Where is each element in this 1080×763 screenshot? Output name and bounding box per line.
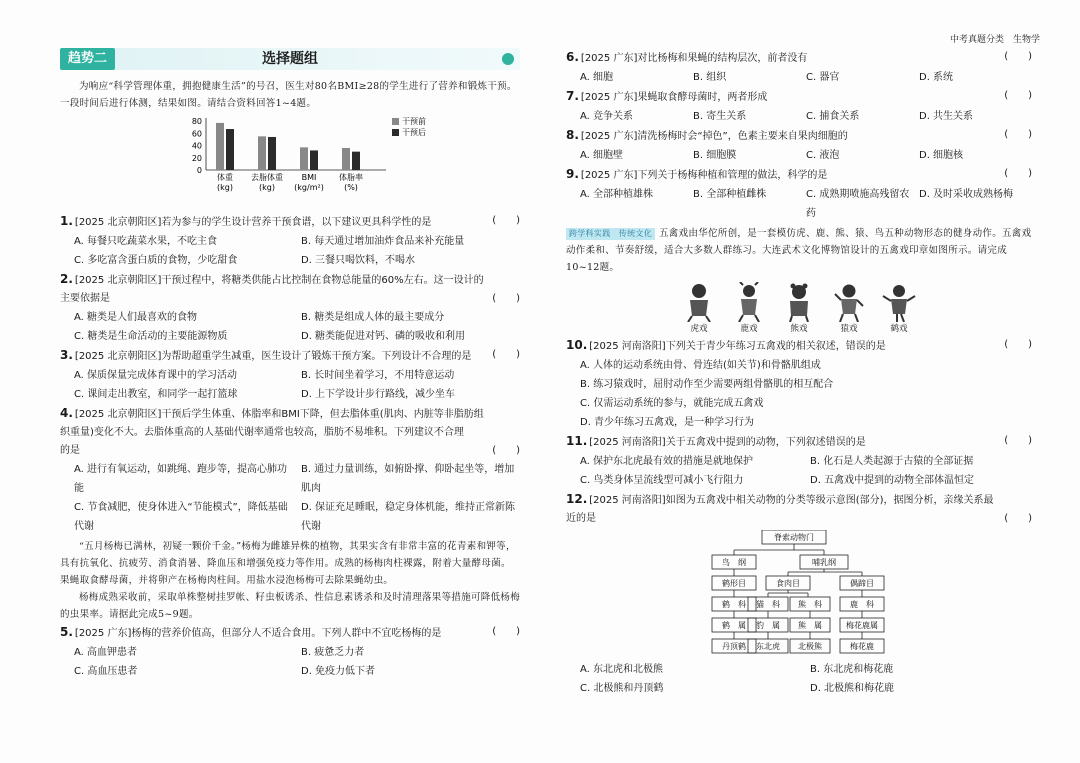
figure-monkey xyxy=(832,282,866,334)
option-b: B. 长时间坐着学习，不用特意运动 xyxy=(301,370,455,381)
question-9 xyxy=(566,165,1032,223)
section-tag: 趋势二 xyxy=(60,48,115,70)
x-tick-label: 体脂率 xyxy=(339,173,363,182)
option-b: B. 每天通过增加油炸食品来补充能量 xyxy=(301,236,465,247)
option-a: A. 东北虎和北极熊 xyxy=(580,664,664,675)
question-text: [2025 河南洛阳]关于五禽戏中提到的动物，下列叙述错误的是 xyxy=(589,437,866,448)
question-text: 的是 xyxy=(60,445,80,456)
tree-class: 哺乳纲 xyxy=(812,558,836,567)
section-dot-icon xyxy=(502,53,514,65)
question-text: [2025 河南洛阳]下列关于青少年练习五禽戏的相关叙述，错误的是 xyxy=(589,341,886,352)
answer-paren: ( ) xyxy=(1004,51,1032,62)
question-number: 7. xyxy=(566,89,579,103)
question-text: [2025 广东]清洗杨梅时会“掉色”，色素主要来自果肉细胞的 xyxy=(580,131,848,142)
question-text: [2025 河南洛阳]如图为五禽戏中相关动物的分类等级示意图(部分)，据图分析，亲缘关系最 xyxy=(589,495,994,506)
tree-genus: 豹 属 xyxy=(756,621,780,630)
option-d: D. 青少年练习五禽戏，是一种学习行为 xyxy=(580,417,755,428)
option-b: B. 组织 xyxy=(693,72,727,83)
question-text: [2025 广东]下列关于杨梅种植和管理的做法，科学的是 xyxy=(580,170,828,181)
question-6 xyxy=(566,48,1032,87)
option-a: A. 每餐只吃蔬菜水果，不吃主食 xyxy=(74,236,218,247)
answer-paren: ( ) xyxy=(1004,513,1032,524)
question-number: 6. xyxy=(566,50,579,64)
question-text: [2025 广东]果蝇取食酵母菌时，两者形成 xyxy=(580,92,768,103)
option-d: D. 上下学设计步行路线，减少坐车 xyxy=(301,389,456,400)
figure-deer xyxy=(732,282,766,334)
left-column xyxy=(60,48,520,681)
question-number: 9. xyxy=(566,167,579,181)
section-title: 选择题组 xyxy=(262,51,318,67)
answer-paren: ( ) xyxy=(1004,168,1032,179)
option-d: D. 三餐只喝饮料，不喝水 xyxy=(301,255,416,266)
tree-family: 熊 科 xyxy=(798,600,822,609)
answer-paren: ( ) xyxy=(492,445,520,456)
tree-genus: 梅花鹿属 xyxy=(846,621,878,630)
question-text: [2025 广东]杨梅的营养价值高，但部分人不适合食用。下列人群中不宜吃杨梅的是 xyxy=(74,628,442,639)
intro-wuqinxi xyxy=(566,225,1032,276)
question-text: [2025 北京朝阳区]干预过程中，将糖类供能占比控制在食物总能量的60%左右。这一设计的 xyxy=(74,275,484,286)
question-8 xyxy=(566,126,1032,165)
legend-swatch xyxy=(392,118,399,125)
question-text: [2025 北京朝阳区]为帮助超重学生减重，医生设计了锻炼干预方案。下列设计不合理的是 xyxy=(74,351,472,362)
option-c: C. 课间走出教室，和同学一起打篮球 xyxy=(74,389,238,400)
deer-figure-icon xyxy=(732,282,766,322)
x-tick-label: (kg) xyxy=(259,183,275,192)
option-b: B. 糖类是组成人体的最主要成分 xyxy=(301,312,445,323)
tree-family: 猫 科 xyxy=(756,600,780,609)
bar-after xyxy=(268,137,276,170)
monkey-figure-icon xyxy=(832,282,866,322)
answer-paren: ( ) xyxy=(492,215,520,226)
option-b: B. 通过力量训练，如俯卧撑、仰卧起坐等，增加肌肉 xyxy=(301,464,515,494)
question-1 xyxy=(60,212,520,270)
answer-paren: ( ) xyxy=(1004,129,1032,140)
question-number: 1. xyxy=(60,214,73,228)
tree-order: 偶蹄目 xyxy=(850,579,874,588)
bar-before xyxy=(216,123,224,170)
option-c: C. 仅需运动系统的参与，就能完成五禽戏 xyxy=(580,398,764,409)
bar-chart xyxy=(60,114,520,206)
option-d: D. 五禽戏中提到的动物全部体温恒定 xyxy=(810,475,975,486)
tree-family: 鹿 科 xyxy=(850,600,874,609)
option-d: D. 细胞核 xyxy=(919,150,964,161)
question-number: 8. xyxy=(566,128,579,142)
legend-swatch xyxy=(392,129,399,136)
right-column xyxy=(566,48,1032,698)
question-text: [2025 广东]对比杨梅和果蝇的结构层次，前者没有 xyxy=(580,53,808,64)
section-header xyxy=(60,48,520,70)
option-c: C. 液泡 xyxy=(806,150,840,161)
answer-paren: ( ) xyxy=(1004,339,1032,350)
y-tick-label: 80 xyxy=(191,117,202,127)
figure-tiger xyxy=(682,282,716,334)
tree-genus: 鹤 属 xyxy=(722,621,746,630)
question-text: 织重量)变化不大。去脂体重高的人基础代谢率通常也较高，脂肪不易堆积。下列建议不合理 xyxy=(60,427,464,438)
bar-before xyxy=(300,147,308,170)
interdisciplinary-tag: 跨学科实践 传统文化 xyxy=(566,228,655,240)
figure-label: 鹤戏 xyxy=(890,324,908,334)
intro-yangmei: “五月杨梅已满林，初疑一颗价千金。”杨梅为雌雄异株的植物，其果实含有非常丰富的花青素和钾等，具有抗氧化、抗疲劳、消食消暑、降血压和增强免疫力等作用。成熟的杨梅肉柱裸露，附着大量酵母菌。果蝇取食酵母菌，并将卵产在杨梅肉柱间。用盐水浸泡杨梅可去除果蝇幼虫。 xyxy=(60,541,516,586)
option-b: B. 练习猿戏时，屈肘动作至少需要两组骨骼肌的相互配合 xyxy=(580,379,834,390)
y-tick-label: 20 xyxy=(191,153,202,163)
option-a: A. 糖类是人们最喜欢的食物 xyxy=(74,312,198,323)
option-b: B. 疲惫乏力者 xyxy=(301,647,365,658)
question-number: 11. xyxy=(566,434,588,448)
bear-figure-icon xyxy=(782,282,816,322)
classification-tree xyxy=(566,530,1032,678)
tree-order: 食肉目 xyxy=(776,579,800,588)
tree-genus: 熊 属 xyxy=(798,621,822,630)
tree-species: 北极熊 xyxy=(798,642,822,651)
right-questions xyxy=(566,48,1032,223)
intro-wuqinxi-text: 五禽戏由华佗所创，是一套模仿虎、鹿、熊、猿、鸟五种动物形态的健身动作。五禽戏动作柔和、节奏舒缓，适合大多数人群练习。大连武术文化博物馆设计的五禽戏印章如图所示。请完成10~12题。 xyxy=(566,228,1032,273)
x-tick-label: 体重 xyxy=(217,173,233,182)
option-a: A. 细胞 xyxy=(580,72,614,83)
question-number: 12. xyxy=(566,492,588,506)
option-a: A. 人体的运动系统由骨、骨连结(如关节)和骨骼肌组成 xyxy=(580,360,821,371)
x-tick-label: 去脂体重 xyxy=(251,173,283,182)
option-d: D. 糖类能促进对钙、磷的吸收和利用 xyxy=(301,331,466,342)
option-d: D. 及时采收成熟杨梅 xyxy=(919,189,1014,200)
option-c: C. 成熟期喷施高残留农药 xyxy=(806,189,910,219)
question-11 xyxy=(566,432,1032,490)
tree-species: 丹顶鹤 xyxy=(722,642,746,651)
left-questions xyxy=(60,212,520,536)
bar-after xyxy=(352,152,360,170)
option-a: A. 高血钾患者 xyxy=(74,647,138,658)
question-number: 5. xyxy=(60,625,73,639)
question-number: 2. xyxy=(60,272,73,286)
figure-bear xyxy=(782,282,816,334)
classification-tree-svg xyxy=(704,530,904,678)
option-c: C. 高血压患者 xyxy=(74,666,138,677)
wuqinxi-figures xyxy=(566,282,1032,334)
bar-before xyxy=(258,136,266,170)
option-c: C. 鸟类身体呈流线型可减小飞行阻力 xyxy=(580,475,744,486)
option-c: C. 糖类是生命活动的主要能源物质 xyxy=(74,331,228,342)
legend-label: 干预后 xyxy=(402,128,426,137)
option-a: A. 保护东北虎最有效的措施是就地保护 xyxy=(580,456,754,467)
option-d: D. 北极熊和梅花鹿 xyxy=(810,683,895,694)
tiger-figure-icon xyxy=(682,282,716,322)
crane-figure-icon xyxy=(882,282,916,322)
figure-label: 虎戏 xyxy=(690,324,708,334)
figure-crane xyxy=(882,282,916,334)
option-b: B. 细胞膜 xyxy=(693,150,737,161)
answer-paren: ( ) xyxy=(1004,435,1032,446)
question-text: [2025 北京朝阳区]若为参与的学生设计营养干预食谱，以下建议更具科学性的是 xyxy=(74,217,432,228)
question-3 xyxy=(60,346,520,404)
x-tick-label: (kg/m²) xyxy=(294,183,324,192)
tree-species: 梅花鹿 xyxy=(850,642,874,651)
page-header-right: 中考真题分类 生物学 xyxy=(949,35,1040,45)
question-number: 3. xyxy=(60,348,73,362)
tree-root: 脊索动物门 xyxy=(774,533,814,542)
bar-chart-svg xyxy=(180,114,480,206)
option-c: C. 节食减肥，使身体进入“节能模式”，降低基础代谢 xyxy=(74,502,288,532)
legend-label: 干预前 xyxy=(402,117,426,126)
question-text: 主要依据是 xyxy=(60,293,110,304)
tree-species: 东北虎 xyxy=(756,642,780,651)
answer-paren: ( ) xyxy=(492,293,520,304)
option-a: A. 全部种植雄株 xyxy=(580,189,654,200)
y-tick-label: 40 xyxy=(191,141,202,151)
question-4 xyxy=(60,404,520,536)
question-text-cont: 近的是 xyxy=(566,513,596,524)
option-a: A. 进行有氧运动，如跳绳、跑步等，提高心肺功能 xyxy=(74,464,288,494)
figure-label: 鹿戏 xyxy=(740,324,758,334)
intro-bmi: 为响应“科学管理体重，拥抱健康生活”的号召，医生对80名BMI≥28的学生进行了营养和锻炼干预。一段时间后进行体测，结果如图。请结合资料回答1~4题。 xyxy=(60,81,517,109)
question-2 xyxy=(60,270,520,346)
x-tick-label: (%) xyxy=(344,183,358,192)
option-d: D. 保证充足睡眠，稳定身体机能，维持正常新陈代谢 xyxy=(301,502,516,532)
option-c: C. 北极熊和丹顶鹤 xyxy=(580,683,664,694)
intro-yangmei-2: 杨梅成熟采收前，采取单株整树挂罗帐、籽虫板诱杀、性信息素诱杀和及时清理落果等措施可降低杨梅的虫果率。请据此完成5~9题。 xyxy=(60,592,521,620)
question-10 xyxy=(566,336,1032,432)
y-tick-label: 60 xyxy=(191,129,202,139)
option-c: C. 器官 xyxy=(806,72,840,83)
tree-order: 鹤形目 xyxy=(722,579,746,588)
x-tick-label: BMI xyxy=(301,173,317,182)
option-b: B. 东北虎和梅花鹿 xyxy=(810,664,894,675)
bar-after xyxy=(226,129,234,170)
tree-family: 鹤 科 xyxy=(722,600,746,609)
y-tick-label: 0 xyxy=(196,166,202,175)
answer-paren: ( ) xyxy=(492,349,520,360)
option-b: B. 全部种植雌株 xyxy=(693,189,767,200)
question-5 xyxy=(60,623,520,681)
option-b: B. 寄生关系 xyxy=(693,111,747,122)
option-d: D. 免疫力低下者 xyxy=(301,666,376,677)
option-d: D. 系统 xyxy=(919,72,954,83)
figure-label: 熊戏 xyxy=(790,324,808,334)
question-7 xyxy=(566,87,1032,126)
tree-class: 鸟 纲 xyxy=(722,558,746,567)
question-text: [2025 北京朝阳区]干预后学生体重、体脂率和BMI下降，但去脂体重(肌肉、内脏等非脂肪组 xyxy=(74,409,484,420)
option-c: C. 多吃富含蛋白质的食物，少吃甜食 xyxy=(74,255,238,266)
question-number: 10. xyxy=(566,338,588,352)
option-a: A. 细胞壁 xyxy=(580,150,624,161)
question-12 xyxy=(566,490,1032,528)
figure-label: 猿戏 xyxy=(840,324,858,334)
option-b: B. 化石是人类起源于古猿的全部证据 xyxy=(810,456,974,467)
bar-before xyxy=(342,148,350,170)
option-a: A. 保质保量完成体育课中的学习活动 xyxy=(74,370,238,381)
question-number: 4. xyxy=(60,406,73,420)
bar-after xyxy=(310,150,318,170)
answer-paren: ( ) xyxy=(492,626,520,637)
option-d: D. 共生关系 xyxy=(919,111,974,122)
x-tick-label: (kg) xyxy=(217,183,233,192)
option-c: C. 捕食关系 xyxy=(806,111,860,122)
answer-paren: ( ) xyxy=(1004,90,1032,101)
option-a: A. 竞争关系 xyxy=(580,111,634,122)
